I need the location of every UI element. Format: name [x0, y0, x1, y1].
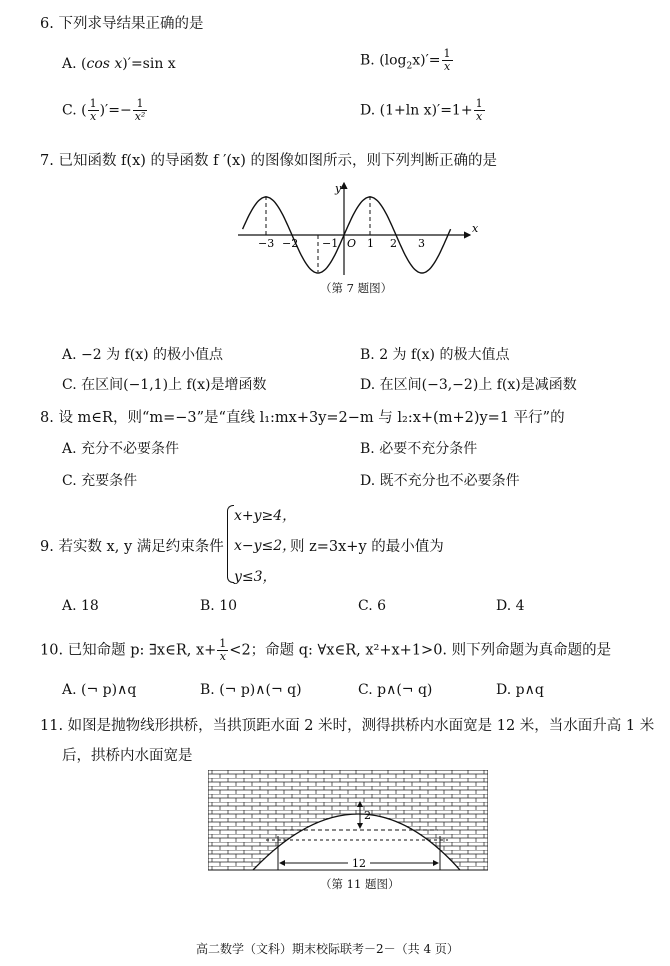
q7-tick: 2: [390, 237, 397, 250]
q9-constraint-1: x+y≥4，: [234, 508, 297, 524]
q7-tick: 1: [367, 237, 374, 250]
q7-tick: 3: [418, 237, 425, 250]
q10-option-b: B. (¬ p)∧(¬ q): [200, 682, 302, 698]
q11-width-label: 12: [352, 857, 366, 870]
q10-option-c: C. p∧(¬ q): [358, 682, 433, 698]
q8-stem: 8. 设 m∈R，则“m=−3”是“直线 l₁:mx+3y=2−m 与 l₂:x+(m+2)y=1 平行”的: [40, 410, 565, 426]
q7-tick: −2: [282, 237, 299, 250]
q9-option-d: D. 4: [496, 598, 525, 614]
q7-option-c: C. 在区间(−1,1)上 f(x)是增函数: [62, 377, 267, 393]
q9-constraint-3: y≤3，: [234, 569, 277, 585]
q9-option-b: B. 10: [200, 598, 238, 614]
q7-option-a: A. −2 为 f(x) 的极小值点: [62, 347, 223, 363]
page-footer: 高二数学（文科）期末校际联考－2－（共 4 页）: [196, 942, 459, 956]
q11-bridge-figure: [208, 770, 488, 878]
q7-derivative-graph: [238, 180, 478, 280]
q8-option-c: C. 充要条件: [62, 473, 138, 489]
q7-tick: −1: [322, 237, 339, 250]
q11-stem-line2: 后，拱桥内水面宽是: [62, 748, 193, 764]
q7-stem: 7. 已知函数 f(x) 的导函数 f ′(x) 的图像如图所示，则下列判断正确的是: [40, 153, 497, 169]
q7-origin: O: [347, 237, 357, 250]
q7-y-label: y: [335, 182, 342, 195]
q9-stem-post: 则 z=3x+y 的最小值为: [290, 539, 444, 555]
q9-brace: [227, 505, 234, 583]
q6-option-d: D. (1+ln x)′=1+ $\frac{1}{x}$: [360, 97, 483, 123]
q6-stem: 6. 下列求导结果正确的是: [40, 16, 204, 32]
q6-option-b: B. $(\log_2x)'=$ $\frac{1}{x}$: [360, 47, 451, 73]
q9-option-c: C. 6: [358, 598, 387, 614]
q7-tick: −3: [258, 237, 275, 250]
q6-option-c: C. ( $\frac{1}{x}$ )′=− $\frac{1}{\text{x²}}$: [62, 97, 146, 123]
q9-option-a: A. 18: [62, 598, 99, 614]
q8-option-d: D. 既不充分也不必要条件: [360, 473, 520, 489]
q10-option-d: D. p∧q: [496, 682, 544, 698]
q11-stem-line1: 11. 如图是抛物线形拱桥，当拱顶距水面 2 米时，测得拱桥内水面宽是 12 米，当水面升高 1 米: [40, 718, 655, 734]
q11-caption: （第 11 题图）: [320, 877, 400, 891]
q10-option-a: A. (¬ p)∧q: [62, 682, 137, 698]
q8-option-b: B. 必要不充分条件: [360, 441, 478, 457]
q6-option-a: A. (cos x)′=sin x: [62, 56, 176, 72]
q9-constraint-2: x−y≤2，: [234, 538, 297, 554]
q7-caption: （第 7 题图）: [320, 281, 393, 295]
q10-stem: 10. 已知命题 p: ∃x∈R, x+ $\frac{1}{x}$ <2；命题 q: ∀x∈R, x²+x+1>0. 则下列命题为真命题的是: [40, 637, 612, 663]
q7-option-b: B. 2 为 f(x) 的极大值点: [360, 347, 510, 363]
q7-x-label: x: [472, 222, 478, 235]
q7-option-d: D. 在区间(−3,−2)上 f(x)是减函数: [360, 377, 577, 393]
q9-stem: 9. 若实数 x, y 满足约束条件: [40, 539, 224, 555]
q8-option-a: A. 充分不必要条件: [62, 441, 180, 457]
q11-height-label: 2: [364, 809, 371, 822]
